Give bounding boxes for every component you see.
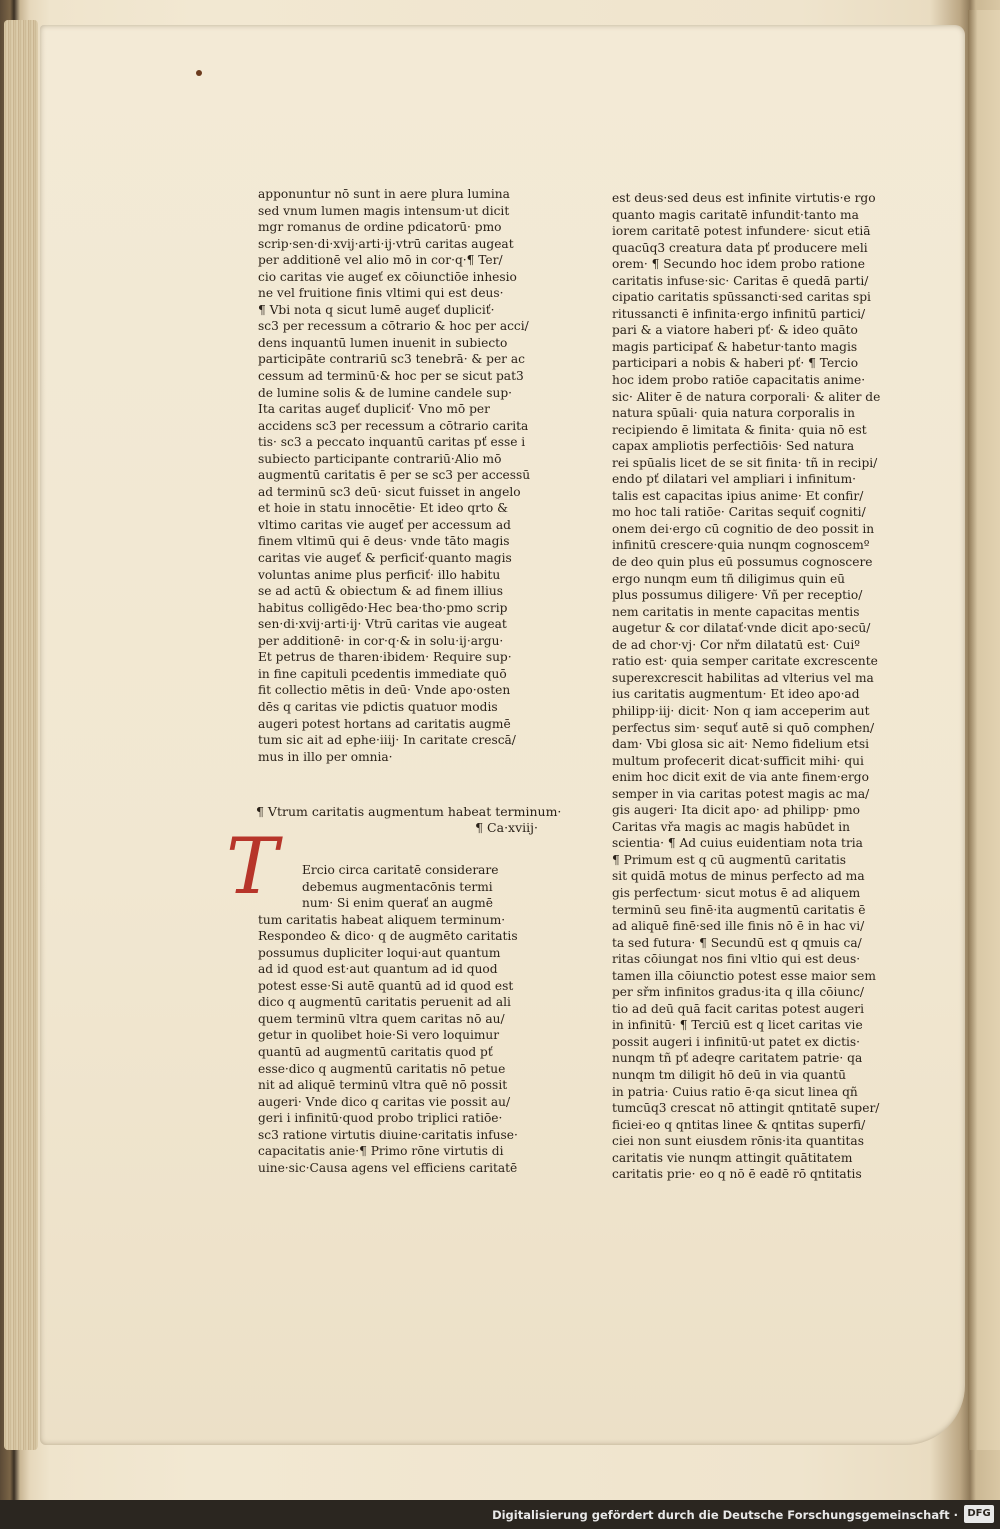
text-line: possit augeri i infinitū·ut patet ex dictis· <box>612 1034 861 1049</box>
text-line: ad aliquē finē·sed ille finis nō ē in hac vi/ <box>612 919 865 934</box>
chapter-number: ¶ Ca·xviij· <box>475 820 538 835</box>
text-line: terminū seu finē·ita augmentū caritatis ē <box>612 902 866 917</box>
text-line: sed vnum lumen magis intensum·ut dicit <box>258 203 510 218</box>
text-line: in patria· Cuius ratio ē·qa sicut linea qñ <box>612 1084 858 1099</box>
text-line: augeri potest hortans ad caritatis augmē <box>258 716 511 731</box>
text-line: onem dei·ergo cū cognitio de deo possit in <box>612 521 875 536</box>
text-line: potest esse·Si autē quantū ad id quod est <box>258 978 514 993</box>
facing-page-edge <box>968 10 1000 1450</box>
text-line: ad terminū sc3 deū· sicut fuisset in angelo <box>258 484 521 499</box>
text-line: quem terminū vltra quem caritas nō au/ <box>258 1011 505 1026</box>
page-edges <box>4 20 38 1450</box>
chapter-heading-line2: terminum· <box>495 804 562 819</box>
paper-stain <box>196 70 202 76</box>
text-line: sc3 per recessum a cōtrario & hoc per acci/ <box>258 319 529 334</box>
text-line: Respondeo & dico· q de augmēto caritatis <box>258 929 518 944</box>
text-line: cessum ad terminū·& hoc per se sicut pat3 <box>258 369 524 384</box>
funding-credit: Digitalisierung gefördert durch die Deutsche Forschungsgemeinschaft · <box>492 1508 958 1522</box>
text-line: plus possumus diligere· Vñ per receptio/ <box>612 588 863 603</box>
text-line: ciei non sunt eiusdem rōnis·ita quantitas <box>612 1134 864 1149</box>
text-line: Caritas vřa magis ac magis habūdet in <box>612 819 851 834</box>
text-line: esse·dico q augmentū caritatis nō petue <box>258 1061 506 1076</box>
text-line: enim hoc dicit exit de via ante finem·ergo <box>612 770 869 785</box>
text-line: vltimo caritas vie augeť per accessum ad <box>258 517 511 532</box>
text-line: finem vltimū qui ē deus· vnde tāto magis <box>258 534 510 549</box>
text-line: ne vel fruitione finis vltimi qui est deus· <box>258 286 504 301</box>
text-line: pari & a viatore haberi pť· & ideo quāto <box>612 323 858 338</box>
text-line: caritatis infuse·sic· Caritas ē quedā parti/ <box>612 273 869 288</box>
text-line: dens inquantū lumen inuenit in subiecto <box>258 335 508 350</box>
text-line: endo pť dilatari vel ampliari i infinitum· <box>612 472 856 487</box>
text-line: quacūq3 creatura data pť producere meli <box>612 240 868 255</box>
chapter-heading-line1: ¶ Vtrum caritatis augmentum habeat <box>256 804 492 819</box>
text-line: est deus·sed deus est infinite virtutis·e rgo <box>612 191 876 205</box>
footer-bar <box>0 1500 1000 1529</box>
text-line: hoc idem probo ratiōe capacitatis anime· <box>612 373 866 388</box>
text-line: de ad chor·vj· Cor nřm dilatatū est· Cuiº <box>612 637 860 652</box>
text-line: cipatio caritatis spūssancti·sed caritas spi <box>612 290 871 305</box>
text-line: in fine capituli pcedentis immediate quō <box>258 666 507 681</box>
chapter-heading <box>256 804 562 835</box>
text-line: participari a nobis & haberi pť· ¶ Tercio <box>612 356 859 371</box>
dfg-logo: DFG <box>964 1505 994 1523</box>
text-line: ta sed futura· ¶ Secundū est q qmuis ca/ <box>612 935 862 950</box>
text-line: Ita caritas augeť dupliciť· Vno mō per <box>258 402 490 417</box>
rubricated-initial: T <box>226 822 279 912</box>
left-column-lower-text <box>258 862 544 1176</box>
text-line: recipiendo ē limitata & finita· quia nō est <box>612 422 867 437</box>
text-line: gis perfectum· sicut motus ē ad aliquem <box>612 885 861 900</box>
text-line: capax ampliotis perfectiōis· Sed natura <box>612 439 855 454</box>
text-line: apponuntur nō sunt in aere plura lumina <box>258 187 510 201</box>
text-line: in infinitū· ¶ Terciū est q licet caritas vie <box>612 1018 863 1033</box>
text-line: rei spūalis licet de se sit finita· tñ in recipi/ <box>612 455 878 470</box>
text-line: ratio est· quia semper caritate excrescente <box>612 654 878 669</box>
text-line: possumus dupliciter loqui·aut quantum <box>258 945 501 960</box>
text-line: nunqm tñ pť adeqre caritatem patrie· qa <box>612 1051 863 1066</box>
text-line: sit quidā motus de minus perfecto ad ma <box>612 869 865 884</box>
text-line: getur in quolibet hoie·Si vero loquimur <box>258 1028 500 1043</box>
text-line: tio ad deū quā facit caritas potest augeri <box>612 1001 864 1016</box>
left-column-upper-text <box>258 186 544 765</box>
text-line: se ad actū & obiectum & ad finem illius <box>258 584 503 599</box>
text-line: per sřm infinitos gradus·ita q illa cōiunc/ <box>612 985 865 1000</box>
text-line: fit collectio mētis in deū· Vnde apo·osten <box>258 683 511 698</box>
text-line: scrip·sen·di·xvij·arti·ij·vtrū caritas augeat <box>258 236 514 251</box>
text-line: multum profecerit dicat·sufficit mihi· qui <box>612 753 864 768</box>
text-line: subiecto participante contrariū·Alio mō <box>258 451 502 466</box>
text-line: tum sic ait ad ephe·iiij· In caritate crescā/ <box>258 733 516 748</box>
text-line: num· Si enim querať an augmē <box>302 896 493 911</box>
text-line: uine·sic·Causa agens vel efficiens caritatē <box>258 1160 518 1175</box>
text-line: orem· ¶ Secundo hoc idem probo ratione <box>612 257 865 272</box>
text-line: philipp·iij· dicit· Non q iam acceperim aut <box>612 703 870 718</box>
text-line: caritatis prie· eo q nō ē eadē rō qntitatis <box>612 1167 862 1182</box>
text-line: de lumine solis & de lumine candele sup· <box>258 385 513 400</box>
text-line: tis· sc3 a peccato inquantū caritas pť esse i <box>258 435 526 450</box>
text-line: tumcūq3 crescat nō attingit qntitatē super/ <box>612 1101 880 1116</box>
text-line: natura spūali· quia natura corporalis in <box>612 406 855 421</box>
text-line: sc3 ratione virtutis diuine·caritatis infuse· <box>258 1127 518 1142</box>
text-line: magis participať & habetur·tanto magis <box>612 339 858 354</box>
text-line: augetur & cor dilatať·vnde dicit apo·secū/ <box>612 621 871 636</box>
text-line: capacitatis anie·¶ Primo rōne virtutis di <box>258 1144 504 1159</box>
text-line: Ercio circa caritatē considerare <box>302 863 499 877</box>
text-line: ficiei·eo q qntitas linee & qntitas superfi/ <box>612 1117 866 1132</box>
text-line: ¶ Primum est q cū augmentū caritatis <box>612 852 847 867</box>
text-line: iorem caritatē potest infundere· sicut etiā <box>612 224 871 239</box>
text-line: scientia· ¶ Ad cuius euidentiam nota tria <box>612 836 863 851</box>
text-line: debemus augmentacōnis termi <box>302 879 493 894</box>
text-line: superexcrescit habilitas ad vlterius vel ma <box>612 670 874 685</box>
text-line: per additionē· in cor·q·& in solu·ij·argu· <box>258 633 504 648</box>
text-line: infinitū crescere·quia nunqm cognoscemº <box>612 538 870 553</box>
text-line: gis augeri· Ita dicit apo· ad philipp· pmo <box>612 803 860 818</box>
text-line: dēs q caritas vie pdictis quatuor modis <box>258 699 498 714</box>
text-line: ¶ Vbi nota q sicut lumē augeť dupliciť· <box>258 302 495 317</box>
text-line: augmentū caritatis ē per se sc3 per accessū <box>258 468 531 483</box>
text-line: tamen illa cōiunctio potest esse maior sem <box>612 968 876 983</box>
text-line: nunqm tm diligit hō deū in via quantū <box>612 1067 846 1082</box>
text-line: perfectus sim· sequť autē si quō comphen/ <box>612 720 875 735</box>
text-line: Et petrus de tharen·ibidem· Require sup· <box>258 650 512 665</box>
text-line: tum caritatis habeat aliquem terminum· <box>258 912 506 927</box>
text-line: talis est capacitas ipius anime· Et confir/ <box>612 488 864 503</box>
text-line: semper in via caritas potest magis ac ma/ <box>612 786 870 801</box>
text-line: participāte contrariū sc3 tenebrā· & per ac <box>258 352 525 367</box>
text-line: dico q augmentū caritatis peruenit ad ali <box>258 995 511 1010</box>
text-line: et hoie in statu innocētie· Et ideo qrto & <box>258 501 508 516</box>
text-line: ritas cōiungat nos fini vltio qui est deus· <box>612 952 861 967</box>
text-line: habitus colligēdo·Hec bea·tho·pmo scrip <box>258 600 508 615</box>
text-line: caritas vie augeť & perficiť·quanto magis <box>258 551 512 566</box>
text-line: voluntas anime plus perficiť· illo habitu <box>258 567 501 582</box>
text-line: quanto magis caritatē infundit·tanto ma <box>612 207 859 222</box>
text-line: nit ad aliquē terminū vltra quē nō possit <box>258 1078 508 1093</box>
text-line: de deo quin plus eū possumus cognoscere <box>612 555 873 570</box>
text-line: nem caritatis in mente capacitas mentis <box>612 604 860 619</box>
text-line: ergo nunqm eum tñ diligimus quin eū <box>612 571 846 586</box>
text-line: dam· Vbi glosa sic ait· Nemo fidelium etsi <box>612 737 869 752</box>
text-line: ius caritatis augmentum· Et ideo apo·ad <box>612 687 860 702</box>
text-line: sen·di·xvij·arti·ij· Vtrū caritas vie augeat <box>258 617 507 632</box>
text-line: caritatis vie nunqm attingit quātitatem <box>612 1150 853 1165</box>
text-line: geri i infinitū·quod probo triplici ratiōe· <box>258 1111 503 1126</box>
text-line: mus in illo per omnia· <box>258 749 393 764</box>
text-line: mgr romanus de ordine pdicatorū· pmo <box>258 220 502 235</box>
text-line: ritussancti ē infinita·ergo infinitū partici/ <box>612 306 866 321</box>
text-line: sic· Aliter ē de natura corporali· & aliter de <box>612 389 881 404</box>
text-line: mo hoc tali ratiōe· Caritas sequiť cogniti/ <box>612 505 866 520</box>
right-column-text <box>612 190 910 1183</box>
text-line: accidens sc3 per recessum a cōtrario carita <box>258 418 529 433</box>
text-line: augeri· Vnde dico q caritas vie possit au/ <box>258 1094 511 1109</box>
text-line: ad id quod est·aut quantum ad id quod <box>258 962 498 977</box>
text-line: cio caritas vie augeť ex cōiunctiōe inhesio <box>258 269 517 284</box>
text-line: per additionē vel alio mō in cor·q·¶ Ter/ <box>258 253 503 268</box>
text-line: quantū ad augmentū caritatis quod pť <box>258 1045 493 1060</box>
